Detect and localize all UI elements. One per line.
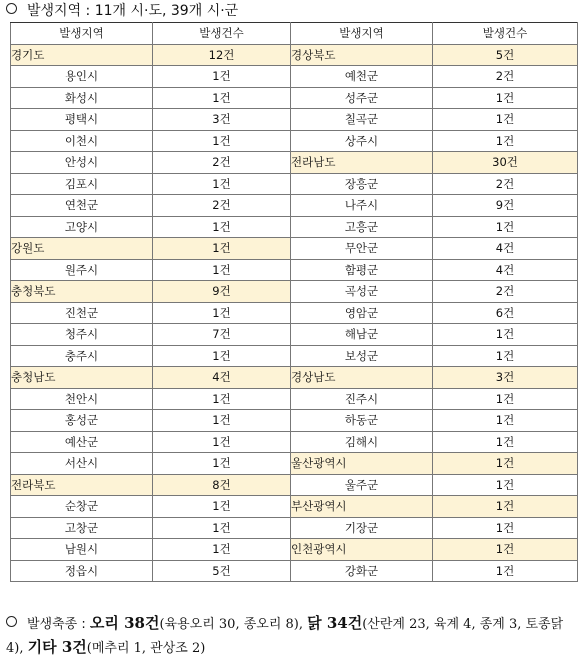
count-cell: 4건 bbox=[153, 367, 291, 389]
region-name-cell: 인천광역시 bbox=[291, 539, 433, 561]
duck-detail: (육용오리 30, 종오리 8), bbox=[159, 617, 308, 632]
city-name-cell: 성주군 bbox=[291, 87, 433, 109]
region-name-cell: 경기도 bbox=[11, 44, 153, 66]
city-name-cell: 정읍시 bbox=[11, 560, 153, 582]
city-name-cell: 남원시 bbox=[11, 539, 153, 561]
chicken-count: 34건 bbox=[326, 614, 363, 632]
count-cell: 4건 bbox=[433, 238, 578, 260]
count-cell: 1건 bbox=[153, 453, 291, 475]
count-cell: 1건 bbox=[433, 324, 578, 346]
city-name-cell: 충주시 bbox=[11, 345, 153, 367]
count-cell: 1건 bbox=[153, 130, 291, 152]
table-row bbox=[11, 238, 578, 260]
city-name-cell: 김해시 bbox=[291, 431, 433, 453]
count-cell: 1건 bbox=[153, 173, 291, 195]
count-cell: 1건 bbox=[153, 302, 291, 324]
city-name-cell: 함평군 bbox=[291, 259, 433, 281]
count-cell: 9건 bbox=[153, 281, 291, 303]
count-cell: 1건 bbox=[153, 238, 291, 260]
table-row bbox=[11, 388, 578, 410]
count-cell: 1건 bbox=[153, 496, 291, 518]
table-row bbox=[11, 324, 578, 346]
table-header-row bbox=[11, 23, 578, 45]
city-name-cell: 천안시 bbox=[11, 388, 153, 410]
city-name-cell: 해남군 bbox=[291, 324, 433, 346]
region-name-cell: 부산광역시 bbox=[291, 496, 433, 518]
city-name-cell: 기장군 bbox=[291, 517, 433, 539]
city-name-cell: 예천군 bbox=[291, 66, 433, 88]
table-row bbox=[11, 195, 578, 217]
count-cell: 5건 bbox=[433, 44, 578, 66]
city-name-cell: 원주시 bbox=[11, 259, 153, 281]
city-name-cell: 무안군 bbox=[291, 238, 433, 260]
count-cell: 8건 bbox=[153, 474, 291, 496]
table-row bbox=[11, 87, 578, 109]
count-cell: 1건 bbox=[433, 517, 578, 539]
table-row bbox=[11, 560, 578, 582]
count-cell: 3건 bbox=[433, 367, 578, 389]
city-name-cell: 진천군 bbox=[11, 302, 153, 324]
region-name-cell: 경상북도 bbox=[291, 44, 433, 66]
region-name-cell: 전라북도 bbox=[11, 474, 153, 496]
chicken-label: 닭 bbox=[307, 614, 327, 632]
count-cell: 2건 bbox=[433, 173, 578, 195]
count-cell: 1건 bbox=[433, 496, 578, 518]
table-row bbox=[11, 367, 578, 389]
city-name-cell: 영암군 bbox=[291, 302, 433, 324]
count-cell: 12건 bbox=[153, 44, 291, 66]
other-detail: (메추리 1, 관상조 2) bbox=[86, 641, 206, 656]
count-cell: 2건 bbox=[433, 66, 578, 88]
city-name-cell: 장흥군 bbox=[291, 173, 433, 195]
count-cell: 1건 bbox=[433, 109, 578, 131]
city-name-cell: 고창군 bbox=[11, 517, 153, 539]
city-name-cell: 칠곡군 bbox=[291, 109, 433, 131]
region-name-cell: 강원도 bbox=[11, 238, 153, 260]
city-name-cell: 용인시 bbox=[11, 66, 153, 88]
city-name-cell: 평택시 bbox=[11, 109, 153, 131]
count-cell: 1건 bbox=[153, 517, 291, 539]
city-name-cell: 하동군 bbox=[291, 410, 433, 432]
count-cell: 4건 bbox=[433, 259, 578, 281]
city-name-cell: 곡성군 bbox=[291, 281, 433, 303]
table-row bbox=[11, 152, 578, 174]
table-row bbox=[11, 431, 578, 453]
livestock-summary bbox=[6, 612, 582, 660]
count-cell: 1건 bbox=[433, 539, 578, 561]
city-name-cell: 울주군 bbox=[291, 474, 433, 496]
count-cell: 1건 bbox=[433, 431, 578, 453]
count-cell: 1건 bbox=[153, 259, 291, 281]
table-row bbox=[11, 302, 578, 324]
city-name-cell: 연천군 bbox=[11, 195, 153, 217]
count-cell: 1건 bbox=[153, 539, 291, 561]
count-cell: 2건 bbox=[433, 281, 578, 303]
table-row bbox=[11, 496, 578, 518]
count-cell: 2건 bbox=[153, 152, 291, 174]
count-cell: 5건 bbox=[153, 560, 291, 582]
table-row bbox=[11, 66, 578, 88]
count-cell: 3건 bbox=[153, 109, 291, 131]
city-name-cell: 이천시 bbox=[11, 130, 153, 152]
header-count-left: 발생건수 bbox=[153, 23, 291, 45]
city-name-cell: 화성시 bbox=[11, 87, 153, 109]
count-cell: 1건 bbox=[153, 87, 291, 109]
count-cell: 1건 bbox=[153, 66, 291, 88]
region-name-cell: 전라남도 bbox=[291, 152, 433, 174]
table-row bbox=[11, 539, 578, 561]
chicken-detail: (산란계 23, 육계 4, 종계 3, 토종닭 4), bbox=[6, 617, 564, 656]
count-cell: 1건 bbox=[153, 345, 291, 367]
region-name-cell: 충청남도 bbox=[11, 367, 153, 389]
table-row bbox=[11, 44, 578, 66]
count-cell: 2건 bbox=[153, 195, 291, 217]
city-name-cell: 강화군 bbox=[291, 560, 433, 582]
count-cell: 1건 bbox=[433, 345, 578, 367]
city-name-cell: 보성군 bbox=[291, 345, 433, 367]
count-cell: 1건 bbox=[433, 87, 578, 109]
table-body bbox=[11, 44, 578, 582]
city-name-cell: 고양시 bbox=[11, 216, 153, 238]
table-row bbox=[11, 474, 578, 496]
region-name-cell: 울산광역시 bbox=[291, 453, 433, 475]
count-cell: 1건 bbox=[153, 216, 291, 238]
city-name-cell: 고흥군 bbox=[291, 216, 433, 238]
header-count-right: 발생건수 bbox=[433, 23, 578, 45]
count-cell: 1건 bbox=[433, 453, 578, 475]
city-name-cell: 예산군 bbox=[11, 431, 153, 453]
region-name-cell: 경상남도 bbox=[291, 367, 433, 389]
table-row bbox=[11, 259, 578, 281]
city-name-cell: 순창군 bbox=[11, 496, 153, 518]
duck-label: 오리 bbox=[89, 614, 125, 632]
table-row bbox=[11, 130, 578, 152]
count-cell: 1건 bbox=[433, 216, 578, 238]
other-label: 기타 bbox=[27, 638, 62, 656]
city-name-cell: 진주시 bbox=[291, 388, 433, 410]
table-row bbox=[11, 173, 578, 195]
table-row bbox=[11, 281, 578, 303]
count-cell: 1건 bbox=[153, 388, 291, 410]
table-row bbox=[11, 345, 578, 367]
city-name-cell: 김포시 bbox=[11, 173, 153, 195]
circle-bullet-icon bbox=[6, 616, 17, 627]
city-name-cell: 서산시 bbox=[11, 453, 153, 475]
city-name-cell: 나주시 bbox=[291, 195, 433, 217]
count-cell: 1건 bbox=[433, 474, 578, 496]
table-row bbox=[11, 109, 578, 131]
table-row bbox=[11, 216, 578, 238]
other-count: 3건 bbox=[61, 638, 87, 656]
duck-count: 38건 bbox=[124, 614, 160, 632]
count-cell: 1건 bbox=[153, 410, 291, 432]
count-cell: 1건 bbox=[433, 388, 578, 410]
circle-bullet-icon bbox=[6, 3, 17, 14]
table-row bbox=[11, 453, 578, 475]
city-name-cell: 홍성군 bbox=[11, 410, 153, 432]
header-region-left: 발생지역 bbox=[11, 23, 153, 45]
count-cell: 1건 bbox=[153, 431, 291, 453]
count-cell: 7건 bbox=[153, 324, 291, 346]
header-region-right: 발생지역 bbox=[291, 23, 433, 45]
city-name-cell: 상주시 bbox=[291, 130, 433, 152]
count-cell: 1건 bbox=[433, 130, 578, 152]
count-cell: 6건 bbox=[433, 302, 578, 324]
count-cell: 1건 bbox=[433, 410, 578, 432]
count-cell: 30건 bbox=[433, 152, 578, 174]
outbreak-region-table bbox=[10, 22, 578, 582]
table-row bbox=[11, 517, 578, 539]
city-name-cell: 안성시 bbox=[11, 152, 153, 174]
region-name-cell: 충청북도 bbox=[11, 281, 153, 303]
title-text: 발생지역 : 11개 시·도, 39개 시·군 bbox=[27, 3, 239, 19]
section-title bbox=[6, 1, 238, 21]
table-row bbox=[11, 410, 578, 432]
summary-prefix: 발생축종 : bbox=[27, 617, 90, 632]
count-cell: 1건 bbox=[433, 560, 578, 582]
city-name-cell: 청주시 bbox=[11, 324, 153, 346]
count-cell: 9건 bbox=[433, 195, 578, 217]
